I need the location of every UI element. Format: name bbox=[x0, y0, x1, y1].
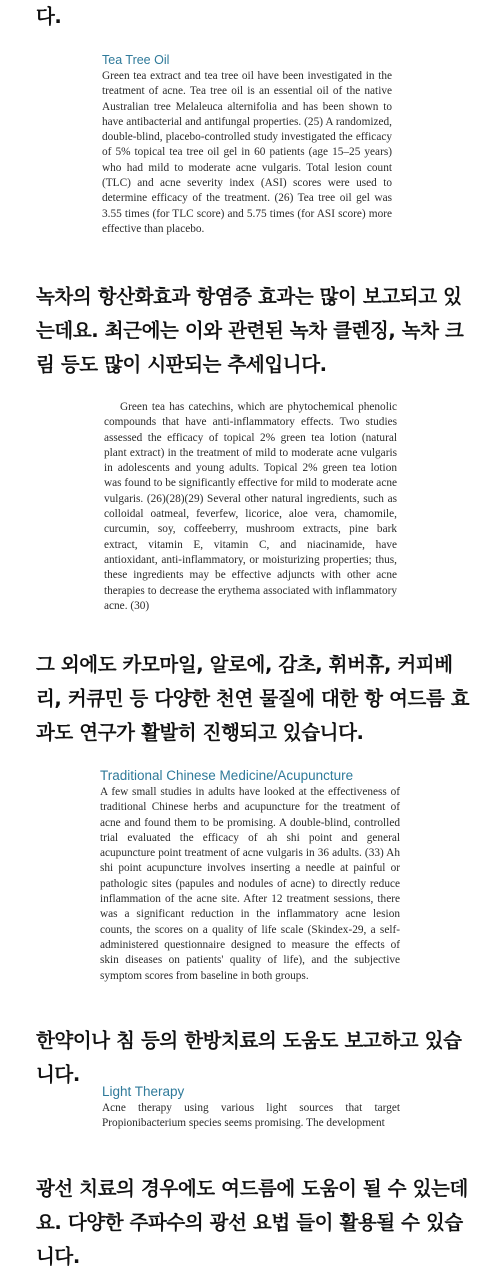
korean-tcm-paragraph: 한약이나 침 등의 한방치료의 도움도 보고하고 있습니다. bbox=[36, 1029, 462, 1086]
excerpt-green-tea-body: Green tea has catechins, which are phytochemical phenolic compounds that have anti-inflammatory effects. Two studies assessed the efficacy of topical 2% green tea lotion (natural plant extract) in the treatment of mild to moderate acne vulgaris in adolescents and young adults. Topical 2% green tea lotion was found to be significantly effective for mild to moderate acne vulgaris. (26)(28)(29) Several other natural ingredients, such as colloidal oatmeal, feverfew, licorice, aloe vera, chamomile, curcumin, soy, coffeeberry, mushroom extracts, pine bark extract, vitamin E, vitamin C, and niacinamide, have antioxidant, anti-inflammatory, or moisturizing properties; thus, these ingredients may be effective adjuncts with other acne therapies to decrease the erythema associated with inflammatory acne. (30) bbox=[104, 401, 397, 612]
korean-natural-ingredients-paragraph: 그 외에도 카모마일, 알로에, 감초, 휘버휴, 커피베리, 커큐민 등 다양한 천연 물질에 대한 항 여드름 효과도 연구가 활발히 진행되고 있습니다. bbox=[36, 653, 470, 744]
excerpt-green-tea bbox=[104, 400, 397, 614]
excerpt-traditional-chinese-medicine bbox=[100, 767, 400, 984]
heading-light-therapy: Light Therapy bbox=[102, 1084, 185, 1099]
korean-light-therapy-paragraph: 광선 치료의 경우에도 여드름에 도움이 될 수 있는데요. 다양한 주파수의 광선 요법 들이 활용될 수 있습니다. bbox=[36, 1177, 468, 1268]
excerpt-tea-tree-oil bbox=[102, 52, 392, 237]
excerpt-tcm-body: A few small studies in adults have looked at the effectiveness of traditional Chinese herbs and acupuncture for the treatment of acne and found them to be promising. A double-blind, controlled trial evaluated the efficacy of ah shi point and general acupuncture point treatment of acne vulgaris in 36 adults. (33) Ah shi point acupuncture involves inserting a needle at painful or pathologic sites (papules and nodules of acne) to directly reduce inflammation of the acne site. After 12 treatment sessions, there was a significant reduction in the inflammatory acne lesion counts, the scores on a quality of life scale (Skindex-29, a self-administered questionnaire designed to measure the effects of skin diseases on patients' quality of life), and the subjective symptom scores from baseline in both groups. bbox=[100, 786, 400, 982]
excerpt-tea-tree-body: Green tea extract and tea tree oil have been investigated in the treatment of acne. Tea tree oil is an essential oil of the native Australian tree Melaleuca alternifolia and has been shown to have antibacterial and antifungal properties. (25) A randomized, double-blind, placebo-controlled study investigated the efficacy of 5% topical tea tree oil gel in 60 patients (age 15–25 years) who had mild to moderate acne vulgaris. Total lesion count (TLC) and acne severity index (ASI) scores were used to determine efficacy of the treatment. (26) Tea tree oil gel was 3.55 times (for TLC score) and 5.75 times (for ASI score) more effective than placebo. bbox=[102, 70, 392, 235]
korean-green-tea-paragraph: 녹차의 항산화효과 항염증 효과는 많이 보고되고 있는데요. 최근에는 이와 관련된 녹차 클렌징, 녹차 크림 등도 많이 시판되는 추세입니다. bbox=[36, 285, 464, 376]
excerpt-light-therapy bbox=[102, 1083, 400, 1132]
heading-tcm-acupuncture: Traditional Chinese Medicine/Acupuncture bbox=[100, 768, 354, 783]
intro-fragment: 다. bbox=[36, 5, 62, 28]
excerpt-light-therapy-body: Acne therapy using various light sources that target Propionibacterium species seems promising. The development bbox=[102, 1102, 400, 1130]
heading-tea-tree-oil: Tea Tree Oil bbox=[102, 53, 170, 67]
